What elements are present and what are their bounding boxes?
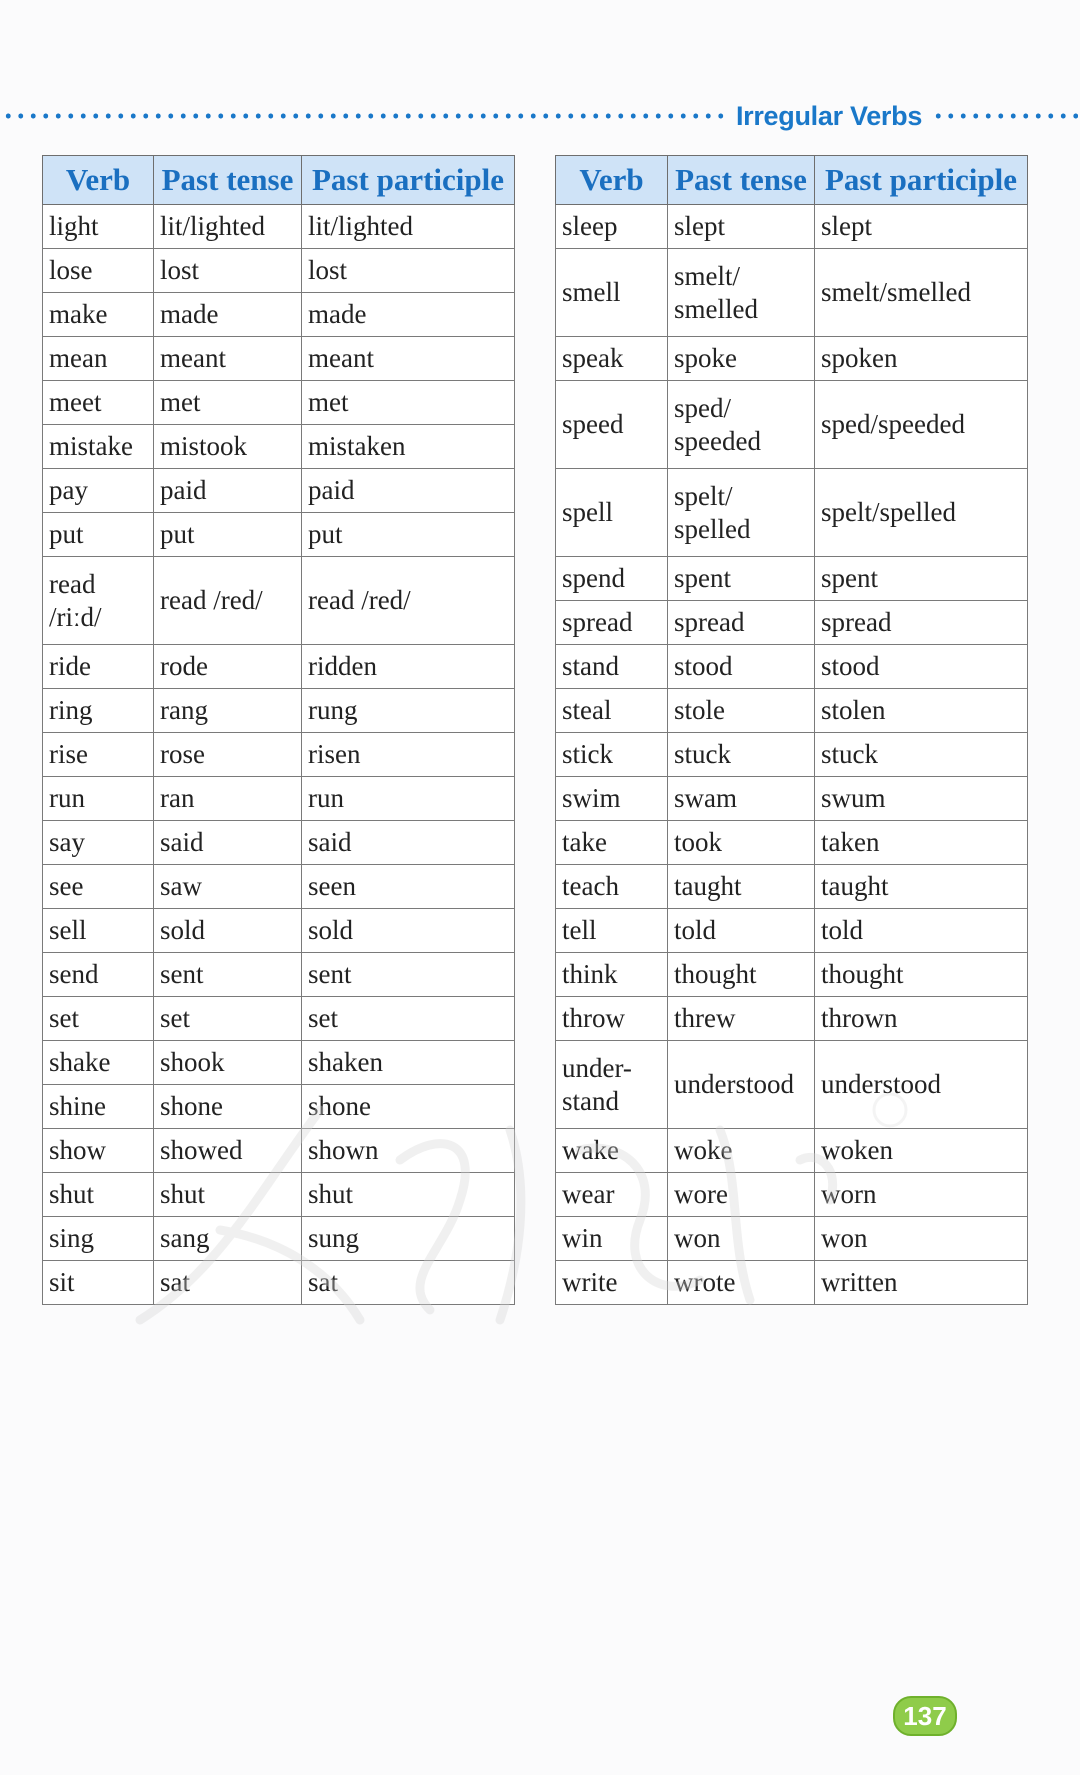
verb-cell-text: say — [49, 827, 85, 857]
past-participle-cell — [302, 909, 515, 953]
table-row — [556, 645, 1028, 689]
past-participle-cell-text: written — [821, 1267, 898, 1297]
past-participle-cell-text: sold — [308, 915, 354, 945]
past-tense-cell — [154, 337, 302, 381]
past-participle-cell-text: said — [308, 827, 352, 857]
verb-cell-text: tell — [562, 915, 597, 945]
verb-cell-text: set — [49, 1003, 79, 1033]
past-tense-cell — [668, 249, 815, 337]
past-tense-cell — [668, 557, 815, 601]
past-tense-cell — [154, 513, 302, 557]
past-tense-cell — [154, 425, 302, 469]
past-participle-cell-text: stuck — [821, 739, 878, 769]
past-participle-cell-text: risen — [308, 739, 361, 769]
past-participle-cell — [815, 557, 1028, 601]
verb-cell-text: light — [49, 211, 99, 241]
column-header-verb: Verb — [43, 156, 154, 205]
verb-cell-text: ride — [49, 651, 91, 681]
past-tense-cell-text: wore — [674, 1179, 728, 1209]
past-tense-cell — [668, 381, 815, 469]
past-participle-cell-text: understood — [821, 1069, 941, 1099]
past-participle-cell-text: won — [821, 1223, 868, 1253]
verb-cell — [556, 249, 668, 337]
past-participle-cell — [815, 865, 1028, 909]
table-row — [43, 557, 515, 645]
past-participle-cell — [302, 337, 515, 381]
past-tense-cell-text: spoke — [674, 343, 737, 373]
past-participle-cell-text: set — [308, 1003, 338, 1033]
past-tense-cell-text: stuck — [674, 739, 731, 769]
verb-cell-text: shine — [49, 1091, 106, 1121]
past-participle-cell-text: met — [308, 387, 349, 417]
verb-cell-text: teach — [562, 871, 619, 901]
verb-cell — [556, 689, 668, 733]
past-tense-cell-text: met — [160, 387, 201, 417]
past-tense-cell — [668, 909, 815, 953]
verb-cell-text: wear — [562, 1179, 615, 1209]
past-participle-cell-text: shaken — [308, 1047, 383, 1077]
verb-cell — [43, 557, 154, 645]
dotted-rule-right — [932, 111, 1078, 121]
past-tense-cell — [668, 733, 815, 777]
verb-cell — [556, 557, 668, 601]
past-participle-cell — [302, 821, 515, 865]
past-tense-cell — [668, 469, 815, 557]
table-header-row — [43, 156, 515, 205]
verb-cell — [43, 205, 154, 249]
past-tense-cell-text: saw — [160, 871, 202, 901]
verb-cell — [43, 293, 154, 337]
past-participle-cell — [302, 513, 515, 557]
verb-cell — [556, 821, 668, 865]
past-participle-cell — [302, 953, 515, 997]
table-header-row — [556, 156, 1028, 205]
past-tense-cell-text: spent — [674, 563, 731, 593]
verb-cell-text: stand — [562, 1085, 619, 1116]
past-participle-cell-text: spoken — [821, 343, 898, 373]
past-tense-cell-text: sent — [160, 959, 204, 989]
past-tense-cell — [154, 645, 302, 689]
verb-cell-text: shut — [49, 1179, 95, 1209]
past-participle-cell — [815, 381, 1028, 469]
past-participle-cell — [815, 601, 1028, 645]
verb-cell-text: sell — [49, 915, 87, 945]
past-tense-cell — [154, 997, 302, 1041]
past-tense-cell-text: rode — [160, 651, 208, 681]
table-row — [43, 469, 515, 513]
past-participle-cell — [815, 821, 1028, 865]
past-participle-cell-text: spelt/spelled — [821, 497, 956, 527]
past-participle-cell-text: sent — [308, 959, 352, 989]
verb-cell — [43, 689, 154, 733]
table-row — [556, 865, 1028, 909]
past-tense-cell-text: threw — [674, 1003, 736, 1033]
verb-cell — [556, 645, 668, 689]
table-row — [556, 205, 1028, 249]
past-tense-cell-text: thought — [674, 959, 757, 989]
verb-cell — [43, 337, 154, 381]
table-row — [556, 997, 1028, 1041]
column-header-past-tense: Past tense — [668, 156, 815, 205]
past-participle-cell — [302, 557, 515, 645]
past-tense-cell-text: slept — [674, 211, 725, 241]
verb-cell-text: swim — [562, 783, 621, 813]
verb-cell-text: spend — [562, 563, 625, 593]
past-participle-cell-text: made — [308, 299, 367, 329]
past-participle-cell-text: taught — [821, 871, 889, 901]
past-participle-cell — [302, 293, 515, 337]
table-row — [43, 865, 515, 909]
past-tense-cell-text: mistook — [160, 431, 248, 461]
past-participle-cell-text: smelt/smelled — [821, 277, 971, 307]
section-header — [0, 96, 1080, 136]
past-tense-cell-text: ran — [160, 783, 195, 813]
past-participle-cell-text: worn — [821, 1179, 877, 1209]
verb-cell — [43, 733, 154, 777]
past-tense-cell-text: paid — [160, 475, 207, 505]
table-row — [556, 381, 1028, 469]
past-participle-cell — [815, 777, 1028, 821]
past-participle-cell-text: stood — [821, 651, 880, 681]
past-tense-cell-text: smelled — [674, 293, 758, 324]
table-row — [556, 689, 1028, 733]
past-participle-cell-text: woken — [821, 1135, 893, 1165]
past-participle-cell — [302, 249, 515, 293]
past-participle-cell-text: spent — [821, 563, 878, 593]
verb-cell-text: sing — [49, 1223, 95, 1253]
table-row — [556, 601, 1028, 645]
verb-cell-text: under- — [562, 1052, 632, 1083]
past-tense-cell — [154, 557, 302, 645]
past-tense-cell — [154, 249, 302, 293]
past-tense-cell-text: swam — [674, 783, 737, 813]
verb-cell-text: steal — [562, 695, 612, 725]
past-tense-cell-text: speeded — [674, 425, 761, 456]
table-row — [43, 689, 515, 733]
verb-cell-text: sit — [49, 1267, 75, 1297]
column-header-past-participle: Past participle — [815, 156, 1028, 205]
verb-cell-text: write — [562, 1267, 618, 1297]
past-tense-cell-text: took — [674, 827, 723, 857]
past-tense-cell — [668, 777, 815, 821]
verb-cell — [556, 337, 668, 381]
past-participle-cell-text: sat — [308, 1267, 338, 1297]
past-participle-cell-text: ridden — [308, 651, 377, 681]
verb-cell — [556, 865, 668, 909]
verb-cell — [556, 733, 668, 777]
past-tense-cell — [668, 689, 815, 733]
past-participle-cell-text: taken — [821, 827, 880, 857]
past-tense-cell — [154, 953, 302, 997]
past-participle-cell-text: rung — [308, 695, 358, 725]
past-tense-cell-text: smelt/ — [674, 260, 740, 291]
verb-cell-text: throw — [562, 1003, 625, 1033]
table-row — [556, 909, 1028, 953]
table-row — [43, 777, 515, 821]
past-tense-cell-text: shook — [160, 1047, 225, 1077]
table-row — [556, 557, 1028, 601]
past-tense-cell — [154, 205, 302, 249]
verb-cell-text: speak — [562, 343, 624, 373]
past-participle-cell — [302, 425, 515, 469]
past-tense-cell-text: put — [160, 519, 195, 549]
past-participle-cell-text: seen — [308, 871, 356, 901]
watermark-image — [100, 1070, 920, 1350]
past-participle-cell-text: spread — [821, 607, 892, 637]
verb-cell — [43, 249, 154, 293]
past-tense-cell-text: stole — [674, 695, 725, 725]
past-participle-cell-text: thought — [821, 959, 904, 989]
past-tense-cell-text: said — [160, 827, 204, 857]
past-tense-cell — [154, 777, 302, 821]
past-participle-cell — [815, 997, 1028, 1041]
table-row — [43, 425, 515, 469]
past-tense-cell-text: made — [160, 299, 219, 329]
past-participle-cell — [815, 337, 1028, 381]
table-row — [43, 953, 515, 997]
verb-cell-text: send — [49, 959, 99, 989]
verb-cell-text: run — [49, 783, 85, 813]
past-tense-cell-text: wrote — [674, 1267, 736, 1297]
verb-cell — [43, 997, 154, 1041]
verb-cell — [43, 513, 154, 557]
past-participle-cell-text: slept — [821, 211, 872, 241]
past-tense-cell — [668, 601, 815, 645]
past-participle-cell — [815, 645, 1028, 689]
verb-cell-text: /riːd/ — [49, 601, 102, 632]
verb-cell — [556, 909, 668, 953]
past-participle-cell-text: thrown — [821, 1003, 898, 1033]
past-participle-cell — [302, 469, 515, 513]
past-participle-cell-text: lost — [308, 255, 348, 285]
table-row — [43, 997, 515, 1041]
past-tense-cell-text: sold — [160, 915, 206, 945]
past-participle-cell — [302, 777, 515, 821]
verb-cell-text: lose — [49, 255, 93, 285]
verb-cell — [43, 909, 154, 953]
past-tense-cell-text: sped/ — [674, 392, 731, 423]
past-tense-cell — [668, 645, 815, 689]
past-participle-cell-text: shut — [308, 1179, 354, 1209]
past-tense-cell — [154, 865, 302, 909]
past-tense-cell-text: spelled — [674, 513, 751, 544]
verb-cell-text: win — [562, 1223, 603, 1253]
past-participle-cell — [302, 733, 515, 777]
table-row — [43, 293, 515, 337]
column-header-past-participle: Past participle — [302, 156, 515, 205]
past-participle-cell-text: sped/speeded — [821, 409, 965, 439]
table-row — [556, 337, 1028, 381]
past-tense-cell-text: lost — [160, 255, 200, 285]
past-tense-cell — [668, 821, 815, 865]
table-row — [556, 249, 1028, 337]
past-tense-cell-text: won — [674, 1223, 721, 1253]
verb-cell-text: stick — [562, 739, 613, 769]
table-row — [556, 953, 1028, 997]
verb-cell — [556, 997, 668, 1041]
past-tense-cell — [154, 381, 302, 425]
past-tense-cell-text: woke — [674, 1135, 733, 1165]
table-row — [43, 513, 515, 557]
past-participle-cell — [815, 469, 1028, 557]
past-tense-cell — [154, 689, 302, 733]
past-participle-cell-text: told — [821, 915, 864, 945]
verb-cell — [43, 381, 154, 425]
table-row — [43, 733, 515, 777]
past-participle-cell — [302, 381, 515, 425]
table-row — [556, 777, 1028, 821]
past-participle-cell — [815, 909, 1028, 953]
verb-cell-text: think — [562, 959, 618, 989]
verb-cell-text: make — [49, 299, 108, 329]
past-participle-cell — [302, 205, 515, 249]
past-participle-cell — [815, 249, 1028, 337]
past-participle-cell — [302, 997, 515, 1041]
past-tense-cell — [668, 865, 815, 909]
past-tense-cell — [154, 469, 302, 513]
verb-cell — [43, 777, 154, 821]
past-tense-cell — [154, 293, 302, 337]
past-participle-cell-text: swum — [821, 783, 886, 813]
past-tense-cell-text: spelt/ — [674, 480, 733, 511]
table-row — [556, 733, 1028, 777]
verb-cell-text: rise — [49, 739, 88, 769]
past-tense-cell — [668, 953, 815, 997]
verb-cell-text: put — [49, 519, 84, 549]
past-tense-cell — [668, 205, 815, 249]
past-tense-cell-text: stood — [674, 651, 733, 681]
past-participle-cell-text: paid — [308, 475, 355, 505]
past-participle-cell-text: run — [308, 783, 344, 813]
table-row — [43, 337, 515, 381]
past-participle-cell — [815, 689, 1028, 733]
verb-cell — [556, 469, 668, 557]
verb-cell-text: sleep — [562, 211, 618, 241]
past-participle-cell-text: read /red/ — [308, 585, 411, 615]
past-participle-cell-text: meant — [308, 343, 374, 373]
past-tense-cell-text: sang — [160, 1223, 210, 1253]
verb-cell-text: show — [49, 1135, 107, 1165]
past-tense-cell-text: taught — [674, 871, 742, 901]
verb-cell — [43, 953, 154, 997]
column-header-verb: Verb — [556, 156, 668, 205]
verb-cell-text: spell — [562, 497, 613, 527]
past-tense-cell-text: understood — [674, 1069, 794, 1099]
verb-cell-text: speed — [562, 409, 624, 439]
past-participle-cell — [815, 953, 1028, 997]
past-participle-cell-text: shown — [308, 1135, 379, 1165]
verb-cell-text: ring — [49, 695, 93, 725]
past-tense-cell-text: spread — [674, 607, 745, 637]
past-tense-cell-text: rang — [160, 695, 208, 725]
verb-cell-text: pay — [49, 475, 88, 505]
past-tense-cell — [154, 821, 302, 865]
past-participle-cell-text: stolen — [821, 695, 886, 725]
table-row — [43, 205, 515, 249]
table-row — [43, 821, 515, 865]
verb-cell-text: spread — [562, 607, 633, 637]
verb-cell — [43, 645, 154, 689]
table-row — [556, 821, 1028, 865]
past-tense-cell-text: shut — [160, 1179, 206, 1209]
past-participle-cell-text: mistaken — [308, 431, 406, 461]
verb-cell — [43, 865, 154, 909]
verb-cell-text: meet — [49, 387, 102, 417]
verb-cell-text: shake — [49, 1047, 111, 1077]
past-tense-cell — [668, 337, 815, 381]
verb-cell — [556, 777, 668, 821]
past-tense-cell-text: told — [674, 915, 717, 945]
dotted-rule-left — [2, 111, 724, 121]
verb-cell — [556, 953, 668, 997]
verb-cell-text: mean — [49, 343, 108, 373]
past-participle-cell — [302, 645, 515, 689]
past-participle-cell — [815, 205, 1028, 249]
verb-cell — [556, 205, 668, 249]
past-tense-cell-text: rose — [160, 739, 205, 769]
verb-cell — [43, 469, 154, 513]
verb-cell-text: stand — [562, 651, 619, 681]
verb-cell — [556, 381, 668, 469]
verb-cell — [43, 425, 154, 469]
table-row — [43, 645, 515, 689]
past-participle-cell — [302, 689, 515, 733]
verb-cell-text: see — [49, 871, 84, 901]
past-tense-cell-text: set — [160, 1003, 190, 1033]
past-participle-cell-text: put — [308, 519, 343, 549]
past-participle-cell-text: sung — [308, 1223, 360, 1253]
table-row — [556, 469, 1028, 557]
verb-cell-text: take — [562, 827, 607, 857]
page-number-badge: 137 — [893, 1696, 957, 1736]
verb-cell-text: wake — [562, 1135, 619, 1165]
past-tense-cell-text: showed — [160, 1135, 243, 1165]
verb-cell — [43, 821, 154, 865]
verb-cell-text: smell — [562, 277, 621, 307]
past-tense-cell-text: sat — [160, 1267, 190, 1297]
past-tense-cell-text: shone — [160, 1091, 223, 1121]
verb-cell — [556, 601, 668, 645]
past-tense-cell-text: read /red/ — [160, 585, 263, 615]
past-tense-cell — [154, 909, 302, 953]
past-participle-cell-text: shone — [308, 1091, 371, 1121]
past-participle-cell — [815, 733, 1028, 777]
column-header-past-tense: Past tense — [154, 156, 302, 205]
past-tense-cell-text: lit/lighted — [160, 211, 265, 241]
past-tense-cell — [668, 997, 815, 1041]
section-title: Irregular Verbs — [735, 100, 923, 131]
past-tense-cell — [154, 733, 302, 777]
past-participle-cell — [302, 865, 515, 909]
past-tense-cell-text: meant — [160, 343, 226, 373]
table-row — [43, 249, 515, 293]
table-row — [43, 909, 515, 953]
table-row — [43, 381, 515, 425]
past-participle-cell-text: lit/lighted — [308, 211, 413, 241]
verb-cell-text: read — [49, 568, 96, 599]
verb-cell-text: mistake — [49, 431, 133, 461]
